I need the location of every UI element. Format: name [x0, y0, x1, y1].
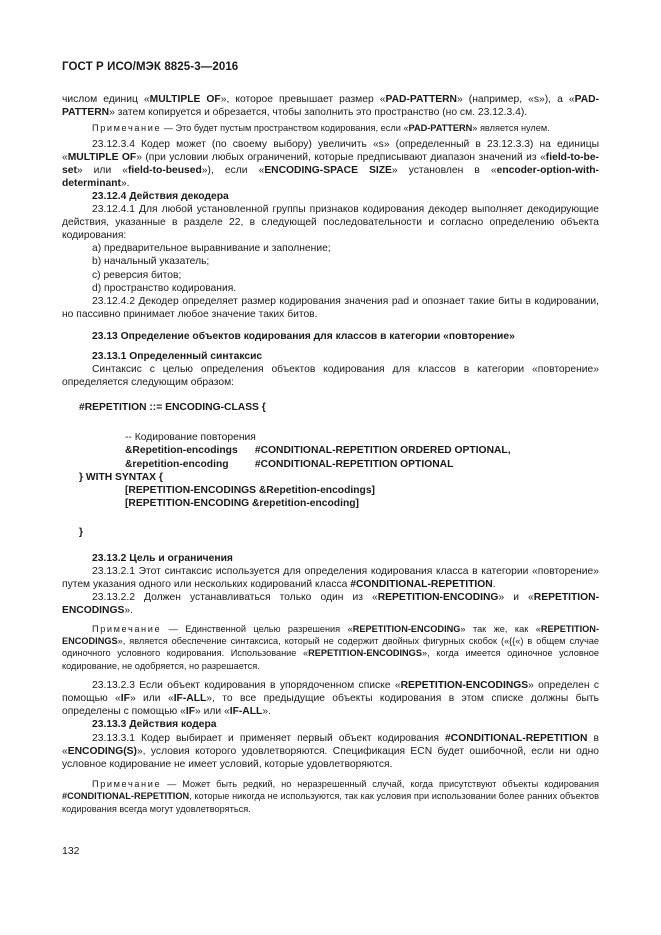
heading-23-13-1: 23.13.1 Определенный синтаксис	[92, 351, 263, 362]
list-item: b) начальный указатель;	[92, 256, 210, 268]
code-line: [REPETITION-ENCODINGS &Repetition-encodings]	[125, 484, 375, 496]
paragraph-syntax-intro: Синтаксис с целью определения объектов кодирования для классов в категории «повторение» определяется следующим образом:	[62, 364, 599, 389]
note-label: Примечание	[92, 623, 162, 634]
note-repetition-encoding: Примечание — Единственной целью разрешения «REPETITION-ENCODING» так же, как «REPETITION-ENCODINGS», является обеспечение синтаксиса, который не содержит двойных фигурных скобок («{{«) в общем случае одиночного условного кодирования. Использование «REPETITION-ENCODINGS», когда имеется одиночное условное кодирование, не одобряется, но разрешается.	[62, 623, 600, 671]
note-conditional-repetition: Примечание — Может быть редкий, но неразрешенный случай, когда присутствуют объекты кодирования #CONDITIONAL-REPETITION, которые никогда не используются, так как условия при использовании более ранних объектов кодирования всегда могут удовлетворяться.	[62, 778, 599, 814]
paragraph-23-13-3-1: 23.13.3.1 Кодер выбирает и применяет первый объект кодирования #CONDITIONAL-REPETITION в «ENCODING(S)», условия которого удовлетворяются. Спецификация ECN будет ошибочной, если ни одно условное кодирование не имеет условий, которые удовлетворяются.	[62, 732, 599, 770]
list-decoder-actions	[62, 242, 599, 294]
code-line: #REPETITION ::= ENCODING-CLASS {	[79, 402, 266, 414]
note-label: Примечание	[92, 123, 162, 134]
list-item: c) реверсия битов;	[92, 269, 182, 281]
page-body	[62, 93, 599, 815]
code-line: &Repetition-encodings #CONDITIONAL-REPETITION ORDERED OPTIONAL,	[125, 445, 511, 457]
code-line: }	[79, 526, 84, 538]
syntax-code-block	[62, 401, 599, 539]
running-header: ГОСТ Р ИСО/МЭК 8825-3—2016	[62, 61, 239, 73]
paragraph-23-13-2-1: 23.13.2.1 Этот синтаксис используется для определения кодирования класса в категории «повторение» путем указания одного или нескольких кодирований класса #CONDITIONAL-REPETITION.	[62, 566, 599, 591]
paragraph-23-13-2-2: 23.13.2.2 Должен устанавливаться только один из «REPETITION-ENCODING» и «REPETITION-ENCODINGS».	[62, 592, 599, 617]
note-empty-space: Примечание — Это будет пустым пространством кодирования, если «PAD-PATTERN» является нулем.	[92, 123, 550, 134]
list-item: d) пространство кодирования.	[92, 282, 237, 294]
paragraph-pad-pattern: числом единиц «MULTIPLE OF», которое превышает размер «PAD-PATTERN» (например, «s»), а «PAD-PATTERN» затем копируется и обрезается, чтобы заполнить это пространство (но см. 23.12.3.4).	[62, 94, 599, 119]
paragraph-23-12-4-2: 23.12.4.2 Декодер определяет размер кодирования значения pad и опознает такие биты в кодировании, но пассивно принимает любое значение таких битов.	[62, 295, 599, 320]
heading-23-12-4: 23.12.4 Действия декодера	[92, 190, 229, 202]
paragraph-23-12-4-1: 23.12.4.1 Для любой установленной группы признаков кодирования декодер выполняет декодирующие действия, указанные в разделе 22, в следующей последовательности и согласно определению объекта кодирования:	[62, 204, 599, 242]
paragraph-23-12-3-4: 23.12.3.4 Кодер может (по своему выбору) увеличить «s» (определенный в 23.12.3.3) на единицы «MULTIPLE OF» (при условии любых ограничений, которые предписывают диапазон значений из «field-to-be-set» или «field-to-beused»), если «ENCODING-SPACE SIZE» установлен в «encoder-option-with-determinant».	[62, 138, 599, 189]
page-number: 132	[62, 845, 80, 857]
heading-23-13: 23.13 Определение объектов кодирования для классов в категории «повторение»	[92, 330, 515, 342]
code-line: [REPETITION-ENCODING &repetition-encoding]	[125, 497, 359, 509]
heading-23-13-3: 23.13.3 Действия кодера	[92, 719, 217, 731]
paragraph-23-13-2-3: 23.13.2.3 Если объект кодирования в упорядоченном списке «REPETITION-ENCODINGS» определен с помощью «IF» или «IF-ALL», то все предыдущие объекты кодирования в этом списке должны быть определены с помощью «IF» или «IF-ALL».	[62, 680, 599, 718]
code-comment: -- Кодирование повторения	[125, 432, 256, 444]
list-item: a) предварительное выравнивание и заполнение;	[92, 243, 331, 255]
heading-23-13-2: 23.13.2 Цель и ограничения	[92, 553, 233, 565]
note-label: Примечание	[92, 778, 162, 789]
code-line: &repetition-encoding #CONDITIONAL-REPETITION OPTIONAL	[125, 458, 454, 470]
code-line: } WITH SYNTAX {	[79, 471, 163, 483]
